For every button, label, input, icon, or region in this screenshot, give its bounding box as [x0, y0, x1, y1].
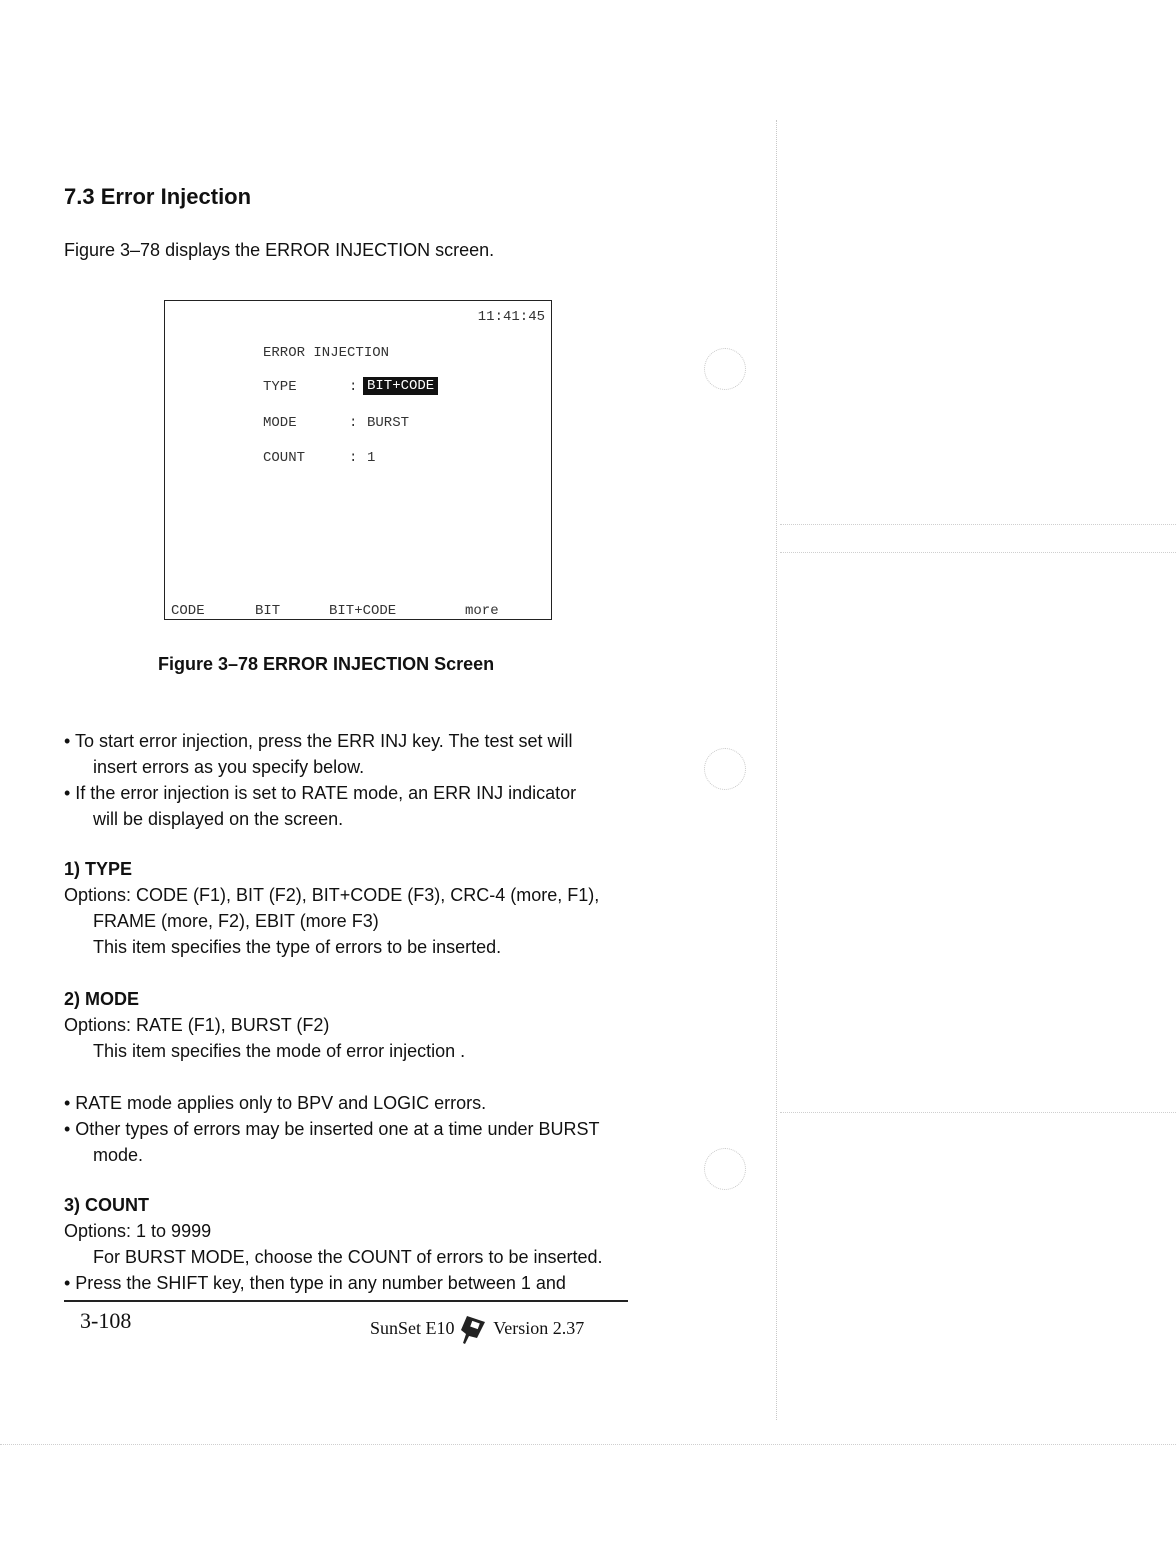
page-number: 3-108	[80, 1308, 132, 1333]
count-bullet: • Press the SHIFT key, then type in any number between 1 and	[64, 1273, 566, 1293]
bullet-line: • To start error injection, press the ERR INJ key. The test set will	[64, 731, 573, 751]
bullet-line: • Other types of errors may be inserted one at a time under BURST	[64, 1119, 600, 1139]
mode-colon: :	[349, 415, 358, 431]
dotted-rule	[780, 552, 1176, 553]
type-section	[64, 856, 644, 960]
count-value[interactable]: 1	[367, 450, 376, 466]
product-name: SunSet E10	[370, 1318, 455, 1338]
dotted-rule	[780, 524, 1176, 525]
type-label: TYPE	[263, 379, 297, 395]
error-injection-screen	[164, 300, 552, 620]
footer-product	[370, 1312, 584, 1346]
count-description: For BURST MODE, choose the COUNT of errors to be inserted.	[93, 1247, 603, 1267]
mode-label: MODE	[263, 415, 297, 431]
mode-description: This item specifies the mode of error injection .	[93, 1041, 466, 1061]
product-version: Version 2.37	[493, 1318, 585, 1338]
clock-time: 11:41:45	[477, 309, 545, 325]
mode-options: Options: RATE (F1), BURST (F2)	[64, 1015, 330, 1035]
dotted-rule	[780, 1112, 1176, 1113]
screen-title: ERROR INJECTION	[263, 345, 390, 361]
count-colon: :	[349, 450, 358, 466]
bullet-line: • If the error injection is set to RATE mode, an ERR INJ indicator	[64, 783, 577, 803]
bullet-line: • RATE mode applies only to BPV and LOGIC errors.	[64, 1093, 487, 1113]
intro-text: Figure 3–78 displays the ERROR INJECTION screen.	[64, 240, 495, 260]
intro-bullets	[64, 728, 644, 832]
count-heading: 3) COUNT	[64, 1195, 149, 1215]
type-value[interactable]: BIT+CODE	[363, 377, 438, 395]
footer-rule	[64, 1300, 628, 1302]
binder-hole	[704, 348, 746, 390]
type-colon: :	[349, 379, 358, 395]
figure-caption: Figure 3–78 ERROR INJECTION Screen	[158, 654, 495, 674]
binder-hole	[704, 748, 746, 790]
mode-value[interactable]: BURST	[367, 415, 410, 431]
section-title: 7.3 Error Injection	[64, 184, 252, 209]
count-options: Options: 1 to 9999	[64, 1221, 212, 1241]
count-label: COUNT	[263, 450, 306, 466]
page-margin-line	[776, 120, 777, 1420]
bullet-line: mode.	[93, 1145, 144, 1165]
fkey-more[interactable]: more	[465, 603, 499, 619]
handset-logo-icon	[459, 1312, 489, 1346]
mode-heading: 2) MODE	[64, 989, 140, 1009]
fkey-code[interactable]: CODE	[171, 603, 205, 619]
type-description: This item specifies the type of errors to be inserted.	[93, 937, 502, 957]
type-options: Options: CODE (F1), BIT (F2), BIT+CODE (F3), CRC-4 (more, F1),	[64, 885, 600, 905]
count-section	[64, 1192, 644, 1296]
type-heading: 1) TYPE	[64, 859, 133, 879]
mode-section	[64, 986, 644, 1064]
fkey-bit-code[interactable]: BIT+CODE	[329, 603, 397, 619]
bullet-line: will be displayed on the screen.	[93, 809, 344, 829]
mode-bullets	[64, 1090, 644, 1168]
fkey-bit[interactable]: BIT	[255, 603, 281, 619]
binder-hole	[704, 1148, 746, 1190]
dotted-rule	[0, 1444, 1176, 1445]
type-options-cont: FRAME (more, F2), EBIT (more F3)	[93, 911, 379, 931]
bullet-line: insert errors as you specify below.	[93, 757, 365, 777]
